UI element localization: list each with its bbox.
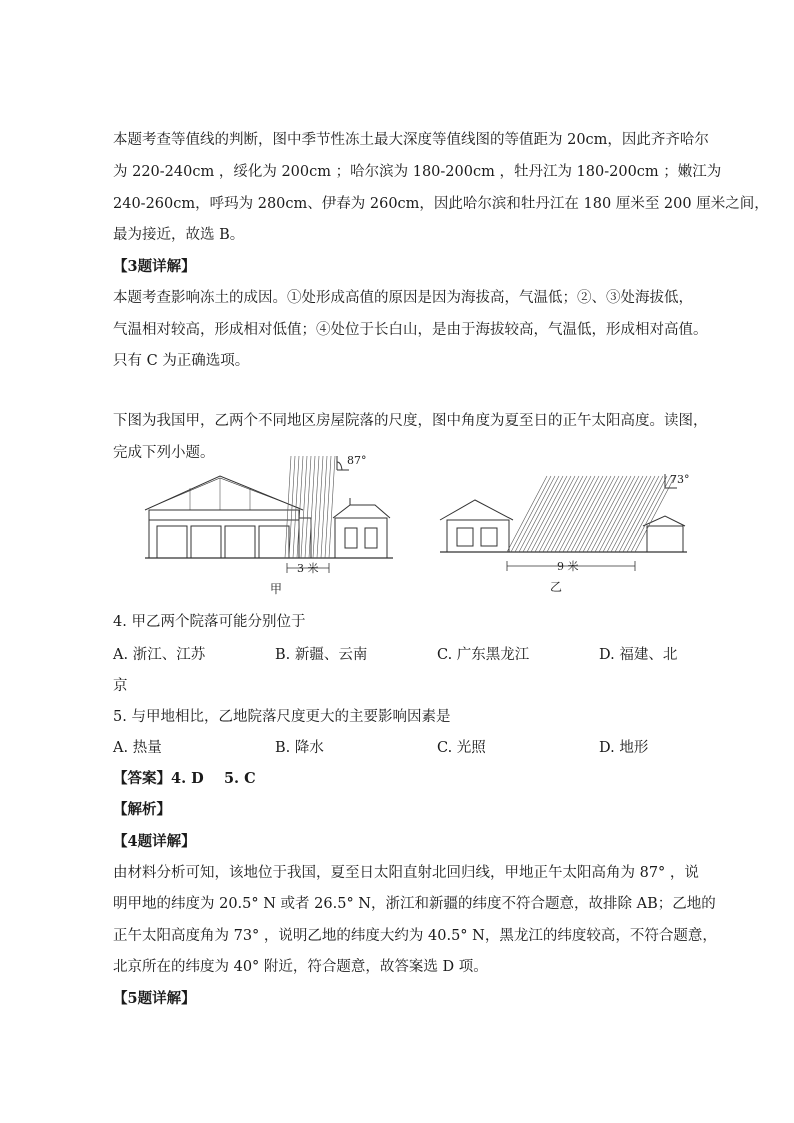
q4-option-b[interactable]: B. 新疆、云南 xyxy=(275,647,368,663)
answer: 【答案】4. D 5. C xyxy=(113,770,256,787)
explain4-line1: 由材料分析可知，该地位于我国，夏至日太阳直射北回归线，甲地正午太阳高角为 87° ，说 xyxy=(113,865,699,881)
explain4-line3: 正午太阳高度角为 73° ，说明乙地的纬度大约为 40.5° N，黑龙江的纬度较高，不符合题意， xyxy=(113,928,717,944)
jia-house-right xyxy=(333,498,390,558)
q5-option-d[interactable]: D. 地形 xyxy=(599,740,649,756)
q5-option-a[interactable]: A. 热量 xyxy=(113,740,162,756)
jia-sunlight-hatch xyxy=(285,456,335,558)
explain2-line3: 240-260cm，呼玛为 280cm、伊春为 260cm，因此哈尔滨和牡丹江在 180 厘米至 200 厘米之间， xyxy=(113,196,769,212)
q4-header: 【4题详解】 xyxy=(113,833,196,850)
q4-option-a[interactable]: A. 浙江、江苏 xyxy=(113,647,206,663)
jia-label: 甲 xyxy=(270,582,283,596)
explain4-line2: 明甲地的纬度为 20.5° N 或者 26.5° N，浙江和新疆的纬度不符合题意，故排除 AB；乙地的 xyxy=(113,896,716,912)
q4-option-d-continued: 京 xyxy=(113,678,128,694)
yi-house-left xyxy=(440,500,513,552)
yi-sunlight-hatch xyxy=(507,476,675,552)
jia-angle-label: 87° xyxy=(347,454,367,467)
q5-header: 【5题详解】 xyxy=(113,990,196,1007)
intro-line1: 下图为我国甲，乙两个不同地区房屋院落的尺度，图中角度为夏至日的正午太阳高度。读图， xyxy=(113,413,708,429)
explain4-line4: 北京所在的纬度为 40° 附近，符合题意，故答案选 D 项。 xyxy=(113,959,488,975)
explain3-line2: 气温相对较高，形成相对低值；④处位于长白山，是由于海拔较高，气温低，形成相对高值。 xyxy=(113,322,708,338)
yi-house-right xyxy=(643,516,685,552)
q4-stem: 4. 甲乙两个院落可能分别位于 xyxy=(113,614,306,630)
yi-angle-label: 73° xyxy=(670,473,690,486)
courtyard-figure xyxy=(135,448,695,603)
explain2-line2: 为 220-240cm ，绥化为 200cm ；哈尔滨为 180-200cm ，牡丹江为 180-200cm ；嫩江为 xyxy=(113,164,722,180)
q4-option-d[interactable]: D. 福建、北 xyxy=(599,647,678,663)
explain2-line1: 本题考查等值线的判断，图中季节性冻土最大深度等值线图的等值距为 20cm，因此齐齐哈尔 xyxy=(113,132,709,148)
explain3-line1: 本题考查影响冻土的成因。①处形成高值的原因是因为海拔高，气温低；②、③处海拔低， xyxy=(113,290,693,306)
q5-option-c[interactable]: C. 光照 xyxy=(437,740,486,756)
explain2-line4: 最为接近，故选 B。 xyxy=(113,227,245,243)
explain3-line3: 只有 C 为正确选项。 xyxy=(113,353,250,369)
q5-option-b[interactable]: B. 降水 xyxy=(275,740,324,756)
q4-option-c[interactable]: C. 广东黑龙江 xyxy=(437,647,530,663)
analysis-header: 【解析】 xyxy=(113,801,171,818)
yi-label: 乙 xyxy=(550,580,563,594)
q3-header: 【3题详解】 xyxy=(113,258,196,275)
jia-distance-label: 3 米 xyxy=(297,562,319,575)
q5-stem: 5. 与甲地相比，乙地院落尺度更大的主要影响因素是 xyxy=(113,709,451,725)
jia-house-left xyxy=(145,476,311,558)
intro-line2: 完成下列小题。 xyxy=(113,445,215,461)
courtyard-diagram xyxy=(135,448,695,603)
yi-distance-label: 9 米 xyxy=(557,560,579,573)
